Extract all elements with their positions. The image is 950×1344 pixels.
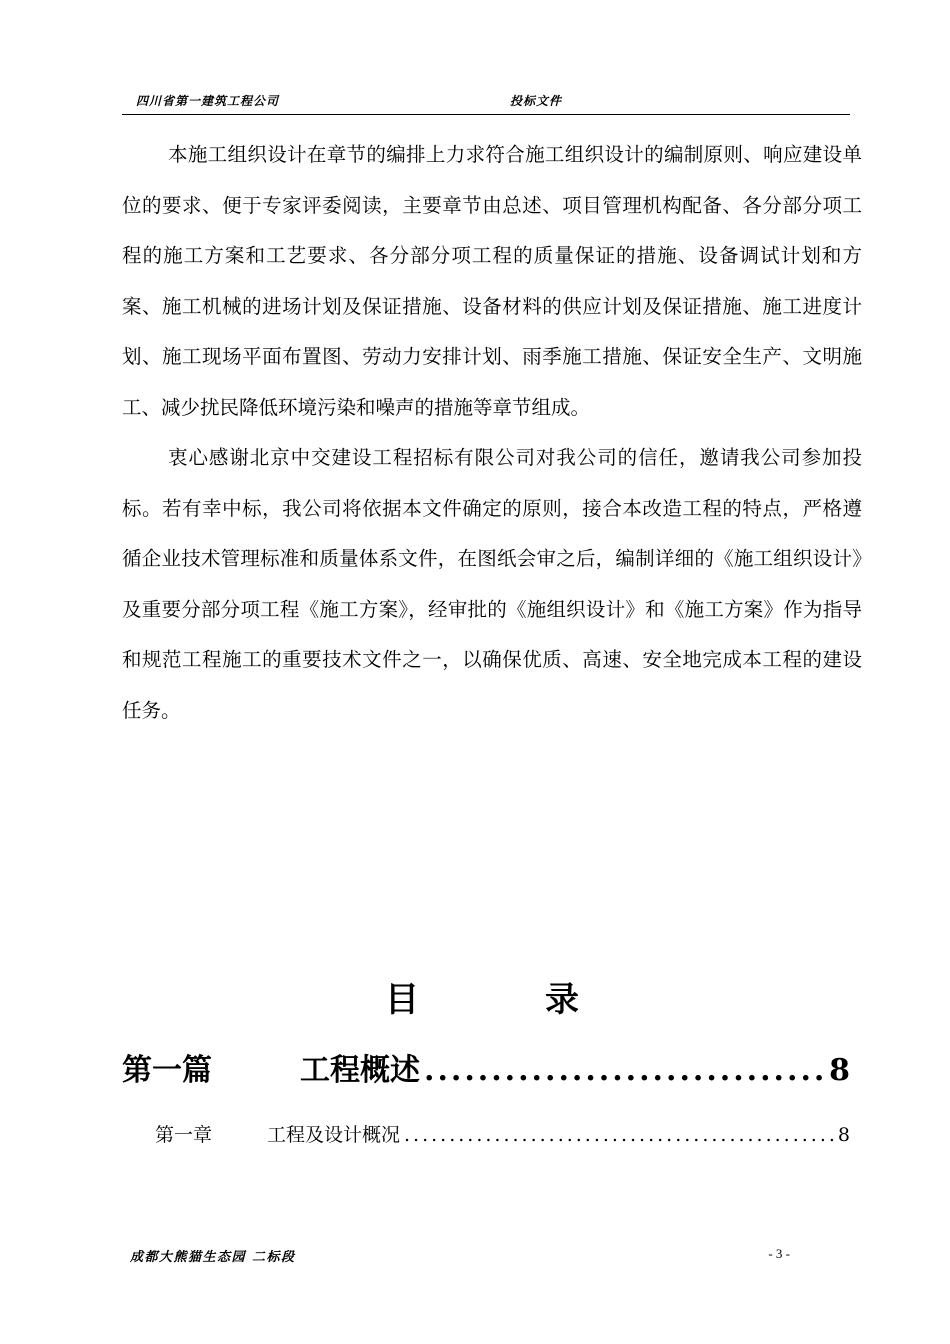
toc-chapter-title: 工程及设计概况 xyxy=(267,1124,401,1146)
toc-part-label: 第一篇 xyxy=(122,1053,212,1088)
toc-chapter-label: 第一章 xyxy=(155,1124,213,1146)
toc-title xyxy=(385,972,579,1021)
page-footer xyxy=(130,1246,790,1265)
body-text xyxy=(122,130,862,736)
toc-leader-dots xyxy=(424,1053,825,1088)
toc-part-title: 工程概述 xyxy=(300,1053,420,1088)
header-company: 四川省第一建筑工程公司 xyxy=(136,94,280,108)
footer-page-number: - 3 - xyxy=(768,1246,790,1261)
paragraph-thanks: 衷心感谢北京中交建设工程招标有限公司对我公司的信任，邀请我公司参加投标。若有幸中标，我公司将依据本文件确定的原则，接合本改造工程的特点，严格遵循企业技术管理标准和质量体系文件，在图纸会审之后，编制详细的《施工组织设计》及重要分部分项工程《施工方案》，经审批的《施组织设计》和《施工方案》作为指导和规范工程施工的重要技术文件之一，以确保优质、高速、安全地完成本工程的建设任务。 xyxy=(122,446,862,722)
toc-part-page: 8 xyxy=(829,1053,850,1088)
toc-entry-part-1[interactable] xyxy=(122,1045,850,1089)
toc-title-left: 目 xyxy=(385,980,419,1020)
toc-chapter-page: 8 xyxy=(837,1124,850,1146)
header-doc-type: 投标文件 xyxy=(510,94,563,108)
toc-title-right: 录 xyxy=(545,980,579,1020)
paragraph-intro: 本施工组织设计在章节的编排上力求符合施工组织设计的编制原则、响应建设单位的要求、便于专家评委阅读，主要章节由总述、项目管理机构配备、各分部分项工程的施工方案和工艺要求、各分部分项工程的质量保证的措施、设备调试计划和方案、施工机械的进场计划及保证措施、设备材料的供应计划及保证措施、施工进度计划、施工现场平面布置图、劳动力安排计划、雨季施工措施、保证安全生产、文明施工、减少扰民降低环境污染和噪声的措施等章节组成。 xyxy=(122,143,862,419)
page-header xyxy=(122,90,850,115)
footer-project: 成都大熊猫生态园 二标段 xyxy=(130,1250,296,1265)
toc-leader-dots xyxy=(404,1124,834,1146)
toc-entry-chapter-1[interactable] xyxy=(155,1120,850,1147)
